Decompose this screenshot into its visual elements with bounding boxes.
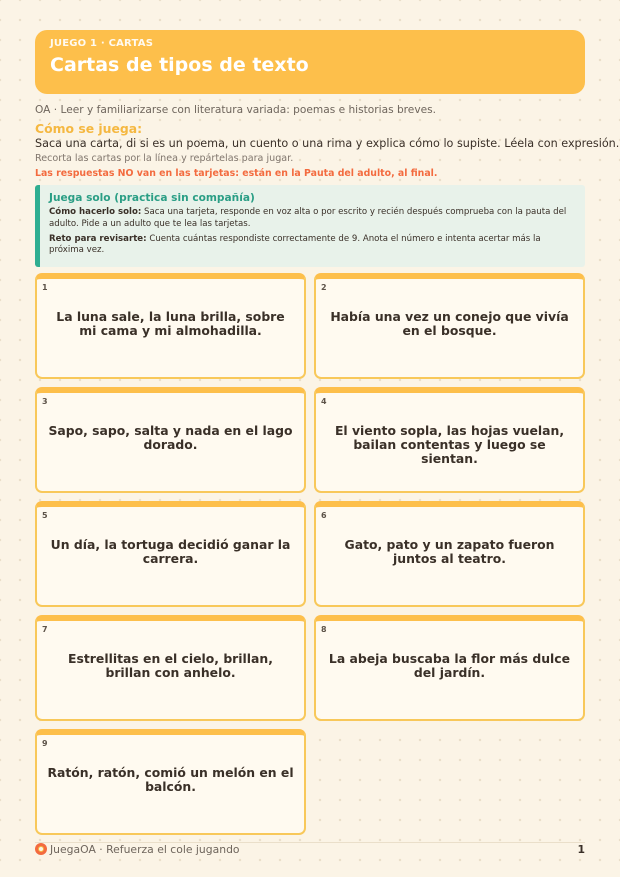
solo-how-text: Saca una tarjeta, responde en voz alta o por escrito y recién después comprueba con la pauta del adulto. Pide a un adulto que te lea las tarjetas. (49, 207, 567, 229)
page-number: 1 (577, 843, 585, 856)
how-to-play-text: Saca una carta, di si es un poema, un cuento o una rima y explica cómo lo supiste. Léela con expresión. (35, 137, 620, 150)
solo-how-line (49, 207, 573, 231)
solo-challenge-text: Cuenta cuántas respondiste correctamente de 9. Anota el número e intenta acertar más la próxima vez. (49, 233, 541, 256)
target-icon (35, 843, 47, 855)
card-text: La abeja buscaba la flor más dulce del jardín. (328, 651, 571, 680)
text-card[interactable] (314, 273, 585, 379)
text-card[interactable] (314, 387, 585, 493)
page-title: Cartas de tipos de texto (50, 54, 309, 76)
card-number: 6 (321, 511, 327, 520)
card-text: Había una vez un conejo que vivía en el bosque. (330, 309, 569, 338)
text-card[interactable] (35, 615, 306, 721)
card-number: 1 (42, 283, 48, 292)
card-number: 9 (42, 739, 48, 748)
solo-challenge-line (49, 234, 573, 258)
footer-brand: JuegaOA · Refuerza el cole jugando (50, 843, 240, 856)
text-card[interactable] (35, 273, 306, 379)
text-card[interactable] (35, 729, 306, 835)
card-number: 7 (42, 625, 48, 634)
card-text: Un día, la tortuga decidió ganar la carrera. (50, 537, 291, 566)
text-card[interactable] (314, 501, 585, 607)
card-number: 5 (42, 511, 48, 520)
card-text: El viento sopla, las hojas vuelan, bailan contentas y luego se sientan. (334, 423, 565, 466)
card-text: Sapo, sapo, salta y nada en el lago dorado. (48, 423, 293, 452)
card-number: 8 (321, 625, 327, 634)
learning-objective: OA · Leer y familiarizarse con literatura variada: poemas e historias breves. (35, 104, 436, 116)
solo-challenge-label: Reto para revisarte: (49, 233, 147, 244)
page-header (35, 30, 585, 94)
text-card[interactable] (35, 387, 306, 493)
card-number: 3 (42, 397, 48, 406)
game-kicker: JUEGO 1 · CARTAS (50, 38, 154, 49)
solo-title: Juega solo (practica sin compañía) (49, 192, 255, 204)
card-text: Estrellitas en el cielo, brillan, brillan con anhelo. (68, 651, 273, 680)
card-text: Ratón, ratón, comió un melón en el balcón. (47, 765, 294, 794)
card-text: Gato, pato y un zapato fueron juntos al teatro. (344, 537, 555, 566)
card-text: La luna sale, la luna brilla, sobre mi cama y mi almohadilla. (56, 309, 285, 338)
text-card[interactable] (35, 501, 306, 607)
solo-how-label: Cómo hacerlo solo: (49, 207, 142, 217)
how-to-play-title: Cómo se juega: (35, 121, 143, 136)
text-card[interactable] (314, 615, 585, 721)
solo-play-box (35, 185, 585, 267)
card-number: 4 (321, 397, 327, 406)
cut-instructions: Recorta las cartas por la línea y repártelas para jugar. (35, 153, 294, 164)
card-number: 2 (321, 283, 327, 292)
answers-warning: Las respuestas NO van en las tarjetas: están en la Pauta del adulto, al final. (35, 168, 438, 179)
